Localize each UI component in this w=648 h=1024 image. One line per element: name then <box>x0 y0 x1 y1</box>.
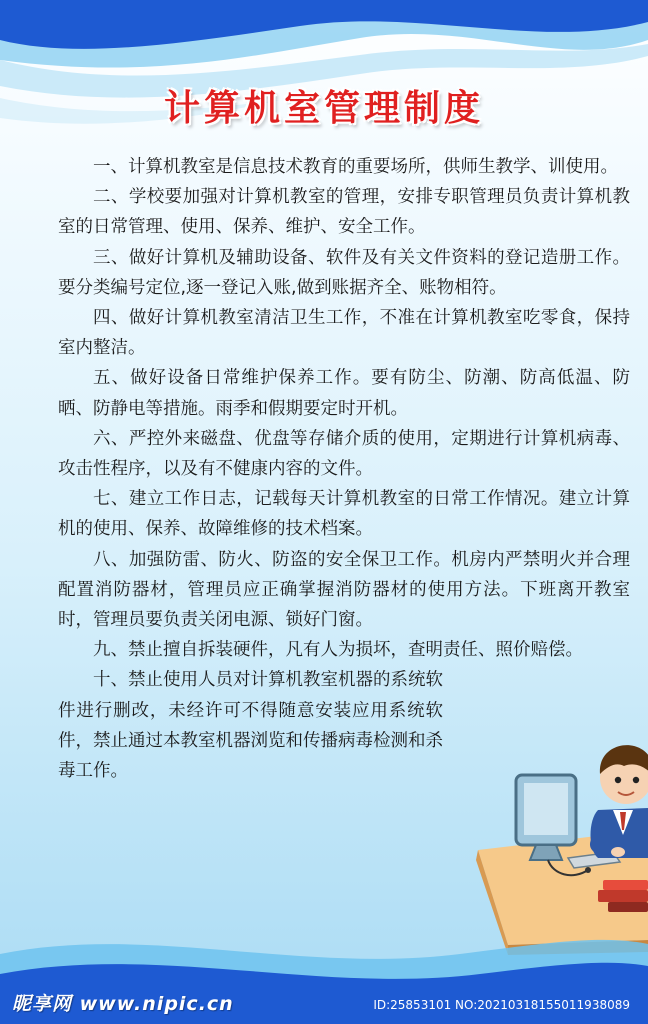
page-title: 计算机室管理制度 <box>163 88 484 129</box>
site-watermark-logo: 昵享网 www.nipic.cn <box>12 993 234 1015</box>
rule-item: 五、做好设备日常维护保养工作。要有防尘、防潮、防高低温、防晒、防静电等措施。雨季和假期要定时开机。 <box>58 368 630 419</box>
rule-item: 六、严控外来磁盘、优盘等存储介质的使用，定期进行计算机病毒、攻击性程序，以及有不健康内容的文件。 <box>58 428 630 480</box>
image-id-watermark: ID:25853101 NO:20210318155011938089 <box>373 998 630 1012</box>
rules-list <box>58 152 630 786</box>
rule-item: 八、加强防雷、防火、防盗的安全保卫工作。机房内严禁明火并合理配置消防器材，管理员应正确掌握消防器材的使用方法。下班离开教室时，管理员要负责关闭电源、锁好门窗。 <box>58 549 630 631</box>
rule-item: 十、禁止使用人员对计算机教室机器的系统软件进行删改，未经许可不得随意安装应用系统软件，禁止通过本教室机器浏览和传播病毒检测和杀毒工作。 <box>58 670 443 782</box>
rule-item: 七、建立工作日志，记载每天计算机教室的日常工作情况。建立计算机的使用、保养、故障维修的技术档案。 <box>58 489 630 540</box>
rule-item: 九、禁止擅自拆装硬件，凡有人为损坏，查明责任、照价赔偿。 <box>93 640 583 661</box>
rule-item: 四、做好计算机教室清洁卫生工作，不准在计算机教室吃零食，保持室内整洁。 <box>58 308 630 359</box>
rule-item: 三、做好计算机及辅助设备、软件及有关文件资料的登记造册工作。要分类编号定位,逐一登记入账,做到账据齐全、账物相符。 <box>58 247 630 298</box>
rule-item: 一、计算机教室是信息技术教育的重要场所，供师生教学、训使用。 <box>93 157 618 177</box>
rule-item: 二、学校要加强对计算机教室的管理，安排专职管理员负责计算机教室的日常管理、使用、保养、维护、安全工作。 <box>58 187 630 238</box>
